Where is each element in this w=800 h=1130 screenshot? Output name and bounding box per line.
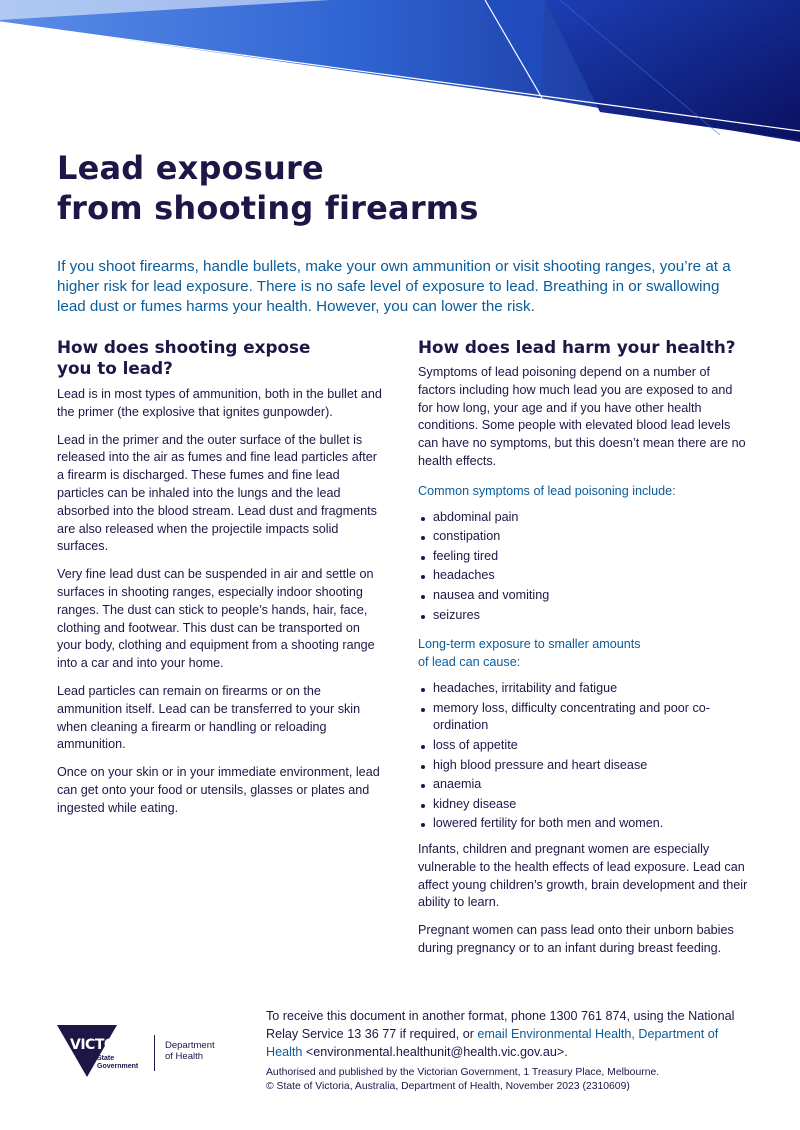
victoria-government-logo [57,1025,237,1077]
right-heading: How does lead harm your health? [418,337,736,357]
left-paragraph: Once on your skin or in your immediate environment, lead can get onto your food or utensils, glasses or plates and ingested while eating. [57,765,380,815]
list-item: headaches, irritability and fatigue [418,680,748,698]
right-intro: Symptoms of lead poisoning depend on a number of factors including how much lead you are exposed to and for how long, your age and if you have other health conditions. Some people with elevated blood lead levels can have no symptoms, but this doesn’t mean there are no health effects. [418,365,746,468]
left-column [57,337,383,828]
authorised-text: Authorised and published by the Victorian Government, 1 Treasury Place, Melbourne. [266,1067,660,1078]
longterm-heading-line-2: of lead can cause: [418,655,521,670]
title-line-2: from shooting firearms [57,189,479,227]
list-item: seizures [418,607,748,625]
logo-wordmark-text: VICTORIA [70,1037,141,1053]
contact-email: <environmental.healthunit@health.vic.gov.au>. [302,1045,568,1059]
left-paragraph: Lead particles can remain on firearms or on the ammunition itself. Lead can be transferred to your skin when cleaning a firearm or handling or reloading ammunition. [57,683,361,752]
left-paragraph: Lead is in most types of ammunition, both in the bullet and the primer (the explosive that ignites gunpowder). [57,387,382,419]
longterm-heading-line-1: Long-term exposure to smaller amounts [418,637,641,652]
document-title [57,148,757,228]
list-item: abdominal pain [418,509,748,527]
list-item: memory loss, difficulty concentrating and poor co-ordination [418,700,748,736]
logo-dept-line-1: Department [165,1040,215,1051]
list-item: anaemia [418,776,748,794]
contact-paragraph [266,1007,756,1061]
infants-paragraph: Infants, children and pregnant women are especially vulnerable to the health effects of lead exposure. Lead can affect young children’s growth, brain development and their ability to learn. [418,842,748,910]
logo-department [165,1040,215,1062]
logo-state-government [97,1055,138,1071]
logo-state-line-2: Government [97,1063,139,1070]
right-column [418,337,748,968]
intro-paragraph: If you shoot firearms, handle bullets, make your own ammunition or visit shooting ranges, you’re at a higher risk for lead exposure. There is no safe level of exposure to lead. Breathing in or swallowing lead dust or fumes harms your health. However, you can lower the risk. [57,258,731,315]
logo-dept-line-2: of Health [165,1051,204,1062]
list-item: headaches [418,567,748,585]
symptoms-heading: Common symptoms of lead poisoning include: [418,483,676,498]
left-paragraph: Lead in the primer and the outer surface of the bullet is released into the air as fumes and fine lead particles after a firearm is discharged. These fumes and fine lead particles can be inhaled into the lungs and the lead absorbed into the blood stream. Lead dust and fragments are also released when the projectile impacts solid surfaces. [57,432,377,554]
email-link[interactable]: email Environmental Health, Department of Health [266,1027,719,1059]
left-heading-line-1: How does shooting expose [57,337,311,357]
contact-prefix: To receive this document in another format, phone 1300 761 874, using the National Relay Service 13 36 77 if required, or [266,1009,735,1041]
left-heading-line-2: you to lead? [57,358,173,378]
header-banner [0,0,800,145]
list-item: high blood pressure and heart disease [418,757,748,775]
pregnant-paragraph: Pregnant women can pass lead onto their unborn babies during pregnancy or to an infant during breast feeding. [418,923,734,956]
list-item: constipation [418,528,748,546]
symptoms-list [418,509,748,625]
left-heading [57,337,383,379]
logo-wordmark [70,1037,141,1053]
copyright-text: © State of Victoria, Australia, Department of Health, November 2023 (2310609) [266,1081,630,1092]
logo-state-line-1: State [97,1055,115,1062]
footer-legal [266,1066,756,1094]
longterm-list [418,680,748,833]
longterm-heading [418,636,748,672]
list-item: lowered fertility for both men and women. [418,815,748,833]
logo-divider [154,1035,155,1071]
title-line-1: Lead exposure [57,149,324,187]
footer-contact [266,1007,756,1094]
banner-graphic [0,0,800,145]
list-item: nausea and vomiting [418,587,748,605]
list-item: feeling tired [418,548,748,566]
list-item: kidney disease [418,796,748,814]
left-paragraph: Very fine lead dust can be suspended in air and settle on surfaces in shooting ranges, especially indoor shooting ranges. The dust can stick to people’s hands, hair, face, clothing and footwear. This dust can be transported on your body, clothing and equipment from a shooting range into a car and into your home. [57,567,375,671]
list-item: loss of appetite [418,737,748,755]
